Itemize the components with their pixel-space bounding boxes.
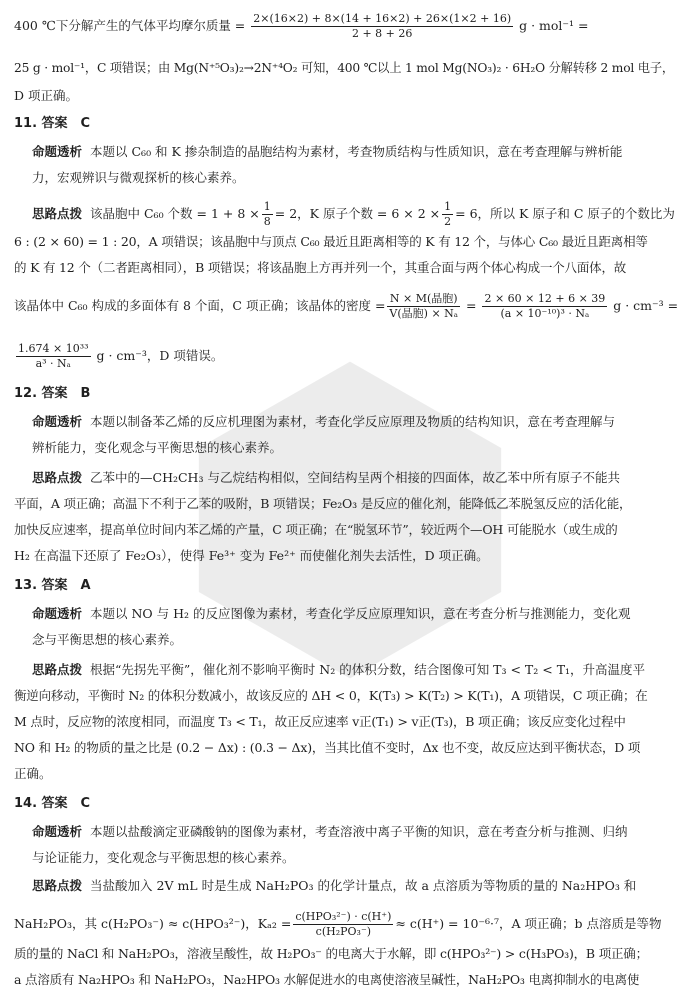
denominator: V(晶胞) × Nₐ <box>389 307 459 320</box>
q11-solution-line-5 <box>14 342 678 370</box>
text: 本题以 C₆₀ 和 K 掺杂制造的晶胞结构为素材，考查物质结构与性质知识，意在考查理解与辨析能 <box>90 144 623 159</box>
q12-analysis-line-2: 辨析能力，变化观念与平衡思想的核心素养。 <box>32 440 283 455</box>
question-11-answer: 11. 答案 C <box>14 116 91 131</box>
top-line-3: D 项正确。 <box>14 88 78 103</box>
q14-solution-line-1 <box>32 876 678 896</box>
fraction <box>442 200 453 229</box>
text: 当盐酸加入 2V mL 时是生成 NaH₂PO₃ 的化学计量点，故 a 点溶质为等物质的量的 Na₂HPO₃ 和 <box>90 878 637 893</box>
fraction-molar-mass <box>251 12 513 41</box>
q11-solution-line-4 <box>14 292 679 320</box>
text: g · cm⁻³ = <box>609 298 679 313</box>
q13-solution-line-4: NO 和 H₂ 的物质的量之比是 (0.2 − Δx) : (0.3 − Δx)，当其比值不变时，Δx 也不变，故反应达到平衡状态，D 项 <box>14 740 641 755</box>
solution-label: 思路点拨 <box>32 662 83 677</box>
text: 本题以 NO 与 H₂ 的反应图像为素材，考查化学反应原理知识，意在考查分析与推测能力，变化观 <box>90 606 631 621</box>
q12-solution-line-2: 平面，A 项正确；高温下不利于乙苯的吸附，B 项错误；Fe₂O₃ 是反应的催化剂，能降低乙苯脱氢反应的活化能， <box>14 496 632 511</box>
q11-analysis-line-1 <box>32 142 678 162</box>
fraction-result <box>16 342 91 371</box>
q14-solution-line-3: 质的量的 NaCl 和 NaH₂PO₃，溶液呈酸性，故 H₂PO₃⁻ 的电离大于水解，即 c(HPO₃²⁻) > c(H₃PO₃)，B 项正确； <box>14 946 648 961</box>
text: 本题以制备苯乙烯的反应机理图为素材，考查化学反应原理及物质的结构知识，意在考查理解与 <box>90 414 616 429</box>
q13-analysis-line-1 <box>32 604 678 624</box>
text: g · mol⁻¹ = <box>515 18 589 33</box>
q13-analysis-line-2: 念与平衡思想的核心素养。 <box>32 632 183 647</box>
fraction-density <box>387 292 460 321</box>
text: ≈ c(H⁺) = 10⁻⁶·⁷，A 项正确；b 点溶质是等物 <box>395 916 662 931</box>
q11-solution-line-2: 6 : (2 × 60) = 1 : 20，A 项错误；该晶胞中与顶点 C₆₀ 最近且距离相等的 K 有 12 个，与体心 C₆₀ 最近且距离相等 <box>14 234 648 249</box>
fraction <box>262 200 273 229</box>
numerator: 1 <box>444 200 452 213</box>
fraction-ka2 <box>293 910 393 939</box>
text: g · cm⁻³，D 项错误。 <box>92 348 224 363</box>
text: 该晶胞中 C₆₀ 个数 = 1 + 8 × <box>90 206 260 221</box>
q11-solution-line-3: 的 K 有 12 个（二者距离相同），B 项错误；将该晶胞上方再并列一个，其重合面与两个体心构成一个八面体，故 <box>14 260 627 275</box>
q14-analysis-line-2: 与论证能力，变化观念与平衡思想的核心素养。 <box>32 850 295 865</box>
text: NaH₂PO₃，其 c(H₂PO₃⁻) ≈ c(HPO₃²⁻)，Kₐ₂ = <box>14 916 292 931</box>
denominator: 2 <box>444 215 452 228</box>
q13-solution-line-3: M 点时，反应物的浓度相同，而温度 T₃ < T₁，故正反应速率 v正(T₁) > v正(T₃)，B 项正确；该反应变化过程中 <box>14 714 626 729</box>
text: 本题以盐酸滴定亚磷酸钠的图像为素材，考查溶液中离子平衡的知识，意在考查分析与推测、归纳 <box>90 824 628 839</box>
text: 根据“先拐先平衡”，催化剂不影响平衡时 N₂ 的体积分数，结合图像可知 T₃ < T₂ < T₁，升高温度平 <box>90 662 646 677</box>
top-line-2: 25 g · mol⁻¹，C 项错误；由 Mg(N⁺⁵O₃)₂→2N⁺⁴O₂ 可知，400 ℃以上 1 mol Mg(NO₃)₂ · 6H₂O 分解转移 2 mol 电子， <box>14 61 674 75</box>
q11-solution-line-1 <box>32 200 678 228</box>
text: = 6，所以 K 原子和 C 原子的个数比为 <box>455 206 675 221</box>
solution-label: 思路点拨 <box>32 878 83 893</box>
text: 该晶体中 C₆₀ 构成的多面体有 8 个面，C 项正确；该晶体的密度 = <box>14 298 386 313</box>
solution-label: 思路点拨 <box>32 206 83 221</box>
q14-solution-line-2 <box>14 910 678 938</box>
analysis-label: 命题透析 <box>32 606 83 621</box>
text: 乙苯中的—CH₂CH₃ 与乙烷结构相似，空间结构呈两个相接的四面体，故乙苯中所有原子不能共 <box>90 470 620 485</box>
text: = 2，K 原子个数 = 6 × 2 × <box>274 206 441 221</box>
q12-solution-line-4: H₂ 在高温下还原了 Fe₂O₃），使得 Fe³⁺ 变为 Fe²⁺ 而使催化剂失去活性，D 项正确。 <box>14 548 489 563</box>
numerator: N × M(晶胞) <box>387 292 460 307</box>
numerator: 1 <box>263 200 271 213</box>
question-13-answer: 13. 答案 A <box>14 578 91 593</box>
denominator: a³ · Nₐ <box>35 357 71 370</box>
q12-solution-line-3: 加快反应速率，提高单位时间内苯乙烯的产量，C 项正确；在“脱氢环节”，较近两个—OH 可能脱水（或生成的 <box>14 522 618 537</box>
numerator: 2×(16×2) + 8×(14 + 16×2) + 26×(1×2 + 16) <box>253 12 512 25</box>
text: 400 ℃下分解产生的气体平均摩尔质量 = <box>14 18 250 33</box>
q14-solution-line-4: a 点溶质有 Na₂HPO₃ 和 NaH₂PO₃，Na₂HPO₃ 水解促进水的电离使溶液呈碱性，NaH₂PO₃ 电离抑制水的电离使 <box>14 972 640 987</box>
numerator: 1.674 × 10³³ <box>18 342 89 355</box>
denominator: c(H₂PO₃⁻) <box>315 925 372 938</box>
q11-analysis-line-2: 力，宏观辨识与微观探析的核心素养。 <box>32 170 245 185</box>
denominator: 2 + 8 + 26 <box>351 27 413 40</box>
q12-analysis-line-1 <box>32 412 678 432</box>
solution-label: 思路点拨 <box>32 470 83 485</box>
q14-analysis-line-1 <box>32 822 678 842</box>
numerator: 2 × 60 × 12 + 6 × 39 <box>484 292 606 305</box>
q13-solution-line-1 <box>32 660 678 680</box>
numerator: c(HPO₃²⁻) · c(H⁺) <box>295 910 392 923</box>
denominator: 8 <box>263 215 271 228</box>
q13-solution-line-5: 正确。 <box>14 766 52 781</box>
denominator: (a × 10⁻¹⁰)³ · Nₐ <box>500 307 590 320</box>
q12-solution-line-1 <box>32 468 678 488</box>
text: = <box>462 298 481 313</box>
question-14-answer: 14. 答案 C <box>14 796 91 811</box>
q13-solution-line-2: 衡逆向移动，平衡时 N₂ 的体积分数减小，故该反应的 ΔH < 0，K(T₃) > K(T₂) > K(T₁)，A 项错误，C 项正确；在 <box>14 688 648 703</box>
analysis-label: 命题透析 <box>32 144 83 159</box>
analysis-label: 命题透析 <box>32 824 83 839</box>
top-line-1 <box>14 12 678 40</box>
analysis-label: 命题透析 <box>32 414 83 429</box>
question-12-answer: 12. 答案 B <box>14 386 91 401</box>
fraction-density-value <box>482 292 607 321</box>
